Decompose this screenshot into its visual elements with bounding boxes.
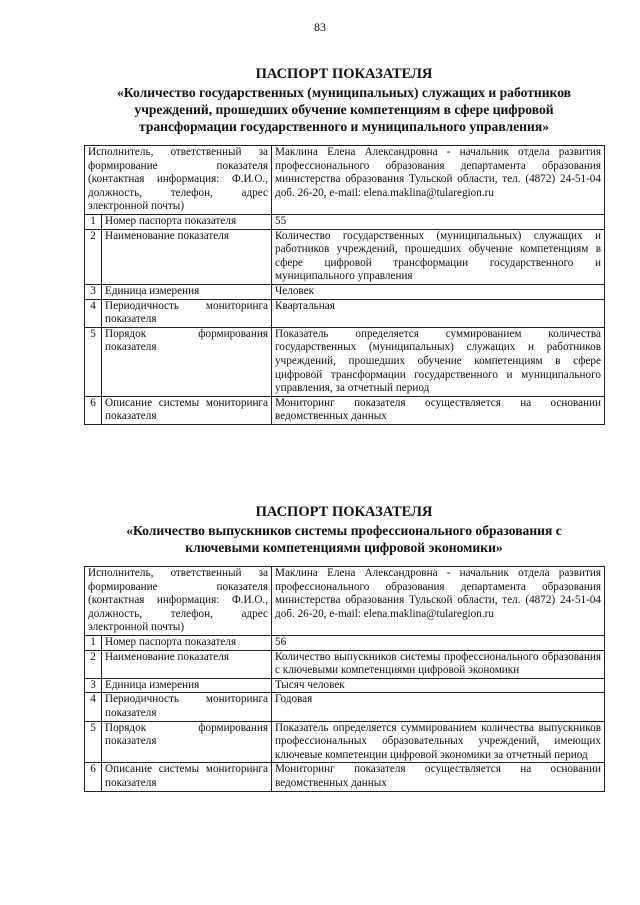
passport-title: ПАСПОРТ ПОКАЗАТЕЛЯ bbox=[255, 504, 433, 520]
row-label: Периодичность мониторинга показателя bbox=[102, 693, 272, 721]
executor-label: Исполнитель, ответственный за формирование показателя (контактная информация: Ф.И.О., должность, телефон, адрес электронной почты) bbox=[85, 146, 272, 215]
table-row bbox=[85, 299, 605, 327]
page-number: 83 bbox=[314, 20, 326, 34]
row-number: 1 bbox=[85, 635, 102, 650]
indicator-passport-56 bbox=[84, 504, 604, 792]
row-value: Квартальная bbox=[272, 299, 605, 327]
table-row bbox=[85, 650, 605, 678]
row-label: Номер паспорта показателя bbox=[102, 214, 272, 229]
row-value: Человек bbox=[272, 284, 605, 299]
passport-table bbox=[84, 566, 605, 792]
row-label: Периодичность мониторинга показателя bbox=[102, 299, 272, 327]
table-row bbox=[85, 693, 605, 721]
row-number: 4 bbox=[85, 693, 102, 721]
row-number: 1 bbox=[85, 214, 102, 229]
row-label: Единица измерения bbox=[102, 678, 272, 693]
row-label: Номер паспорта показателя bbox=[102, 635, 272, 650]
row-number: 2 bbox=[85, 229, 102, 284]
row-number: 3 bbox=[85, 284, 102, 299]
row-number: 5 bbox=[85, 327, 102, 396]
row-number: 4 bbox=[85, 299, 102, 327]
row-label: Описание системы мониторинга показателя bbox=[102, 763, 272, 791]
row-label: Порядок формирования показателя bbox=[102, 721, 272, 763]
table-row bbox=[85, 214, 605, 229]
row-label: Наименование показателя bbox=[102, 229, 272, 284]
row-value: Годовая bbox=[272, 693, 605, 721]
table-row bbox=[85, 396, 605, 424]
table-row bbox=[85, 327, 605, 396]
table-row bbox=[85, 721, 605, 763]
row-label: Порядок формирования показателя bbox=[102, 327, 272, 396]
executor-value: Маклина Елена Александровна - начальник отдела развития профессионального образования департамента образования министерства образования Тульской области, тел. (4872) 24-51-04 доб. 26-20, e-mail: elena.maklina@tularegion.ru bbox=[272, 567, 605, 636]
table-row-executor bbox=[85, 146, 605, 215]
executor-value: Маклина Елена Александровна - начальник отдела развития профессионального образования департамента образования министерства образования Тульской области, тел. (4872) 24-51-04 доб. 26-20, e-mail: elena.maklina@tularegion.ru bbox=[272, 146, 605, 215]
row-value: Показатель определяется суммированием количества государственных (муниципальных) служащих и работников учреждений, прошедших обучение компетенциям в сфере цифровой трансформации государственного и муниципального управления, за отчетный период bbox=[272, 327, 605, 396]
row-value: Количество государственных (муниципальных) служащих и работников учреждений, прошедших обучение компетенциям в сфере цифровой трансформации государственного и муниципального управления bbox=[272, 229, 605, 284]
passport-table bbox=[84, 145, 605, 425]
row-label: Единица измерения bbox=[102, 284, 272, 299]
row-value: Мониторинг показателя осуществляется на основании ведомственных данных bbox=[272, 396, 605, 424]
row-value: 56 bbox=[272, 635, 605, 650]
row-value: 55 bbox=[272, 214, 605, 229]
row-number: 3 bbox=[85, 678, 102, 693]
row-value: Количество выпускников системы профессионального образования с ключевыми компетенциями цифровой экономики bbox=[272, 650, 605, 678]
row-number: 2 bbox=[85, 650, 102, 678]
row-value: Мониторинг показателя осуществляется на основании ведомственных данных bbox=[272, 763, 605, 791]
row-number: 6 bbox=[85, 396, 102, 424]
row-label: Наименование показателя bbox=[102, 650, 272, 678]
row-value: Тысяч человек bbox=[272, 678, 605, 693]
table-row bbox=[85, 284, 605, 299]
table-row bbox=[85, 635, 605, 650]
row-number: 6 bbox=[85, 763, 102, 791]
row-number: 5 bbox=[85, 721, 102, 763]
executor-label: Исполнитель, ответственный за формирование показателя (контактная информация: Ф.И.О., должность, телефон, адрес электронной почты) bbox=[85, 567, 272, 636]
passport-subtitle: «Количество выпускников системы профессионального образования с ключевыми компетенциями цифровой экономики» bbox=[126, 523, 562, 555]
table-row bbox=[85, 678, 605, 693]
indicator-passport-55 bbox=[84, 66, 604, 425]
passport-title: ПАСПОРТ ПОКАЗАТЕЛЯ bbox=[255, 66, 433, 82]
table-row bbox=[85, 763, 605, 791]
table-row bbox=[85, 229, 605, 284]
row-label: Описание системы мониторинга показателя bbox=[102, 396, 272, 424]
row-value: Показатель определяется суммированием количества выпускников профессиональных образовательных учреждений, имеющих ключевые компетенции цифровой экономики за отчетный период bbox=[272, 721, 605, 763]
passport-subtitle: «Количество государственных (муниципальных) служащих и работников учреждений, прошедших обучение компетенциям в сфере цифровой трансформации государственного и муниципального управления» bbox=[117, 85, 571, 134]
table-row-executor bbox=[85, 567, 605, 636]
